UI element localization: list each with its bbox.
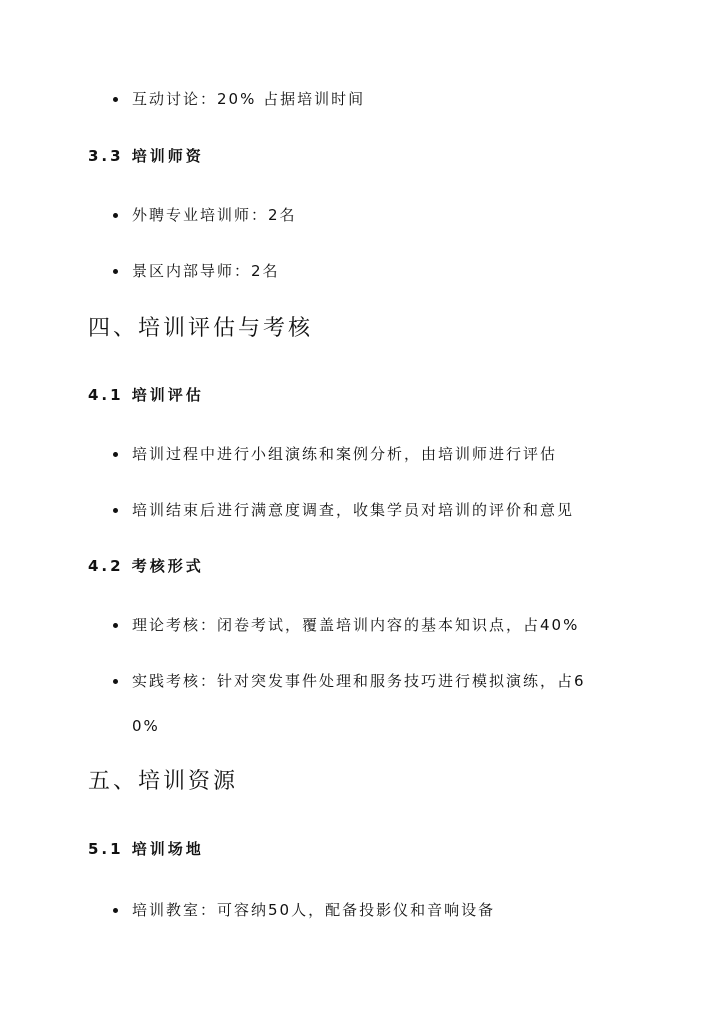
section-heading-4-1: 4.1 培训评估 (88, 386, 204, 404)
list-item-text: 培训教室：可容纳50人，配备投影仪和音响设备 (132, 901, 496, 919)
list-item-text: 实践考核：针对突发事件处理和服务技巧进行模拟演练，占6 (132, 672, 586, 690)
bullet-dot (113, 97, 118, 102)
list-item-text: 互动讨论：20% 占据培训时间 (132, 90, 366, 108)
bullet-dot (113, 908, 118, 913)
bullet-dot (113, 213, 118, 218)
list-item-text: 培训结束后进行满意度调查，收集学员对培训的评价和意见 (132, 501, 575, 519)
chapter-heading-4: 四、培训评估与考核 (88, 316, 314, 341)
bullet-dot (113, 679, 118, 684)
list-item-text: 理论考核：闭卷考试，覆盖培训内容的基本知识点，占40% (132, 616, 580, 634)
bullet-dot (113, 508, 118, 513)
chapter-heading-5: 五、培训资源 (88, 769, 239, 794)
section-heading-3-3: 3.3 培训师资 (88, 147, 204, 165)
list-item-text: 景区内部导师：2名 (132, 262, 280, 280)
bullet-dot (113, 623, 118, 628)
section-heading-5-1: 5.1 培训场地 (88, 840, 204, 858)
list-item-continuation: 0% (132, 717, 160, 735)
list-item-text: 外聘专业培训师：2名 (132, 206, 297, 224)
bullet-dot (113, 452, 118, 457)
bullet-dot (113, 269, 118, 274)
list-item-text: 培训过程中进行小组演练和案例分析，由培训师进行评估 (132, 445, 558, 463)
section-heading-4-2: 4.2 考核形式 (88, 557, 204, 575)
